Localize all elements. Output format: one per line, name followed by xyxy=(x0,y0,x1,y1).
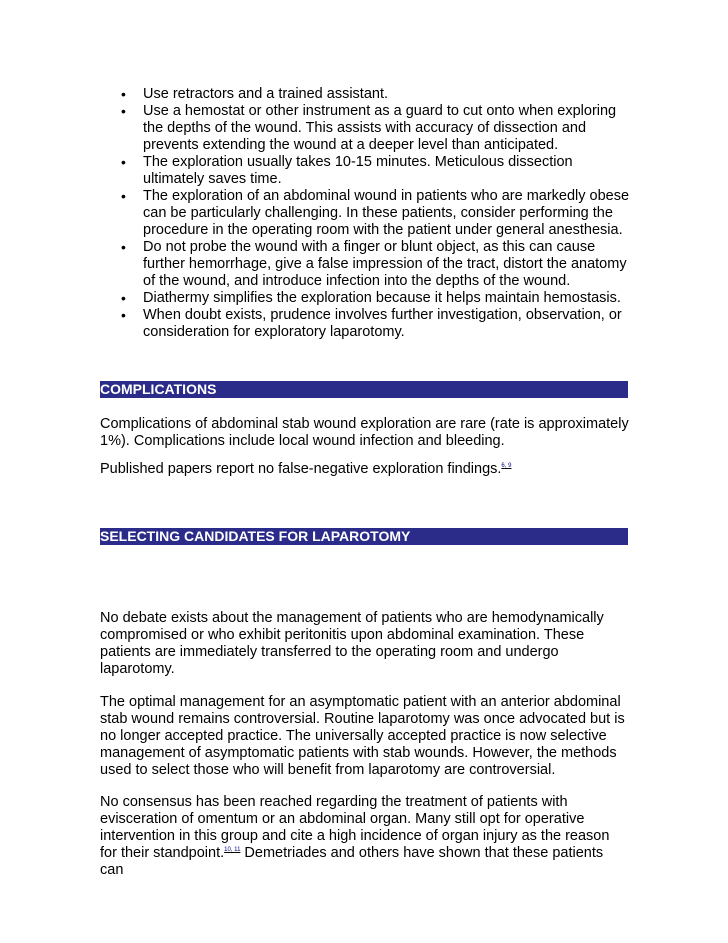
list-item: • Use a hemostat or other instrument as a guard to cut onto when exploring the depths of the wound. This assists with accuracy of dissection and prevents extending the wound at a deeper level than anticipated. xyxy=(143,103,633,154)
citation-link[interactable]: 9 xyxy=(508,463,512,469)
paragraph-text: Demetriades and others have shown that these patients can xyxy=(100,845,604,878)
paragraph-text: Published papers report no false-negative exploration findings. xyxy=(100,461,502,477)
hemodynamic-paragraph: No debate exists about the management of patients who are hemodynamically compromised or who exhibit peritonitis upon abdominal examination. These patients are immediately transferred to the operating room and undergo laparotomy. xyxy=(100,610,604,677)
exploration-tips-list xyxy=(143,86,633,341)
citation-link[interactable]: 11 xyxy=(234,847,241,853)
list-item: • Do not probe the wound with a finger or blunt object, as this can cause further hemorrhage, give a false impression of the tract, distort the anatomy of the wound, and introduce infection into the depths of the wound. xyxy=(143,239,633,290)
selecting-candidates-heading: SELECTING CANDIDATES FOR LAPAROTOMY xyxy=(100,528,628,545)
list-item: • Use retractors and a trained assistant. xyxy=(143,86,633,103)
list-item: • The exploration of an abdominal wound in patients who are markedly obese can be particularly challenging. In these patients, consider performing the procedure in the operating room with the patient under general anesthesia. xyxy=(143,188,633,239)
complications-heading: COMPLICATIONS xyxy=(100,381,628,398)
citation-refs: 6, 9 xyxy=(501,463,512,469)
false-negative-paragraph xyxy=(100,461,630,478)
list-item: • Diathermy simplifies the exploration because it helps maintain hemostasis. xyxy=(143,290,633,307)
list-item: • When doubt exists, prudence involves further investigation, observation, or consideration for exploratory laparotomy. xyxy=(143,307,633,341)
paragraph-text: No consensus has been reached regarding the treatment of patients with evisceration of omentum or an abdominal organ. Many still opt for operative intervention in this group and cite a high incidence of organ injury as the reason for their standpoint. xyxy=(100,794,610,861)
citation-link[interactable]: 10 xyxy=(224,847,231,853)
evisceration-paragraph xyxy=(100,794,630,879)
citation-refs: 10, 11 xyxy=(224,847,241,853)
list-item: • The exploration usually takes 10-15 minutes. Meticulous dissection ultimately saves time. xyxy=(143,154,633,188)
citation-link[interactable]: 6 xyxy=(501,463,505,469)
complications-paragraph: Complications of abdominal stab wound exploration are rare (rate is approximately 1%). Complications include local wound infection and bleeding. xyxy=(100,416,629,449)
asymptomatic-paragraph: The optimal management for an asymptomatic patient with an anterior abdominal stab wound remains controversial. Routine laparotomy was once advocated but is no longer accepted practice. The universally accepted practice is now selective management of asymptomatic patients with stab wounds. However, the methods used to select those who will benefit from laparotomy are controversial. xyxy=(100,694,625,778)
